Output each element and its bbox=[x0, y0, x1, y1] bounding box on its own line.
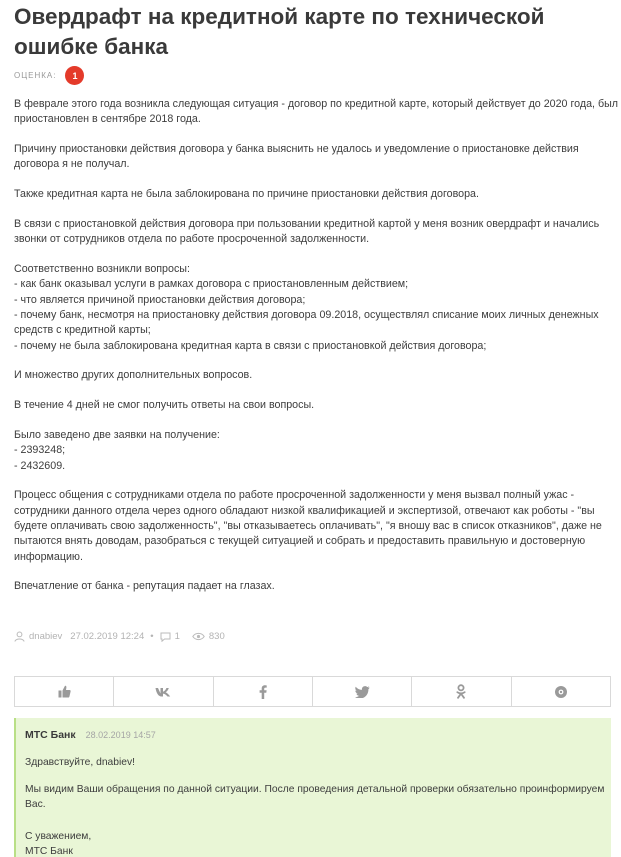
paragraph-line: Также кредитная карта не была заблокирована по причине приостановки действия договора. bbox=[14, 188, 479, 201]
author-link[interactable]: dnabiev bbox=[29, 631, 63, 642]
complaint-title: Овердрафт на кредитной карте по технической ошибке банка bbox=[14, 4, 545, 59]
complaint-paragraph bbox=[14, 97, 618, 128]
rating-label: ОЦЕНКА: bbox=[14, 71, 57, 80]
reply-message: Мы видим Ваши обращения по данной ситуации. После проведения детальной проверки обязательно проинформируем Вас. bbox=[25, 784, 605, 810]
meta-separator: • bbox=[150, 631, 154, 642]
bank-reply bbox=[14, 718, 611, 857]
paragraph-line: средств с кредитной карты; bbox=[14, 324, 151, 337]
complaint-paragraph bbox=[14, 368, 610, 383]
paragraph-line: - как банк оказывал услуги в рамках договора с приостановленным действием; bbox=[14, 278, 409, 291]
complaint-paragraph bbox=[14, 428, 610, 474]
reply-date: 28.02.2019 14:57 bbox=[85, 730, 156, 740]
share-vk-button[interactable] bbox=[114, 677, 213, 706]
view-count: 830 bbox=[208, 631, 225, 642]
paragraph-line: - 2432609. bbox=[14, 459, 66, 472]
complaint-paragraph bbox=[14, 398, 610, 413]
paragraph-line: сотрудники данного отдела через одного обладают низкой квалификацией и экспертизой, отвечают как роботы - "вы bbox=[14, 504, 595, 517]
paragraph-line: Причину приостановки действия договора у банка выяснить не удалось и уведомление о приостановке действия bbox=[14, 143, 579, 156]
paragraph-line: будете оплачивать свою задолженность", "вы отказываетесь оплачивать", "я вношу вас в список отказников", даже не bbox=[14, 519, 602, 532]
complaint-meta bbox=[14, 631, 225, 642]
like-icon bbox=[58, 685, 71, 698]
comment-icon bbox=[160, 632, 171, 642]
complaint-paragraph bbox=[14, 187, 610, 202]
post-date: 27.02.2019 12:24 bbox=[70, 631, 145, 642]
reply-greeting: Здравствуйте, dnabiev! bbox=[25, 757, 136, 768]
complaint-paragraph bbox=[14, 142, 610, 173]
paragraph-line: Впечатление от банка - репутация падает на глазах. bbox=[14, 580, 275, 593]
paragraph-line: информацию. bbox=[14, 550, 83, 563]
complaint-body bbox=[14, 97, 618, 609]
paragraph-line: пытаются внять доводам, разобраться с текущей ситуацией и собрать и предоставить правильную и достоверную bbox=[14, 535, 586, 548]
share-link-button[interactable] bbox=[512, 677, 610, 706]
comment-count: 1 bbox=[174, 631, 180, 642]
twitter-icon bbox=[355, 686, 370, 698]
paragraph-line: В связи с приостановкой действия договора при пользовании кредитной картой у меня возник овердрафт и начались bbox=[14, 217, 600, 230]
share-twitter-button[interactable] bbox=[313, 677, 412, 706]
reply-signature: МТС Банк bbox=[25, 846, 73, 857]
paragraph-line: Процесс общения с сотрудниками отдела по работе просроченной задолженности у меня вызвал полный ужас - bbox=[14, 489, 575, 502]
reply-signoff: С уважением, bbox=[25, 831, 92, 842]
paragraph-line: - почему банк, несмотря на приостановку действия договора 09.2018, осуществлял списание моих личных денежных bbox=[14, 308, 599, 321]
share-facebook-button[interactable] bbox=[214, 677, 313, 706]
share-bar bbox=[14, 676, 611, 707]
paragraph-line: В течение 4 дней не смог получить ответы на свои вопросы. bbox=[14, 399, 315, 412]
paragraph-line: звонки от сотрудников отдела по работе просроченной задолженности. bbox=[14, 233, 370, 246]
complaint-paragraph bbox=[14, 262, 610, 354]
reply-author[interactable]: МТС Банк bbox=[25, 729, 76, 741]
rating bbox=[14, 66, 84, 85]
link-icon bbox=[554, 685, 568, 699]
paragraph-line: В феврале этого года возникла следующая ситуация - договор по кредитной карте, который действует до 2020 года, был bbox=[14, 98, 618, 110]
paragraph-line: Было заведено две заявки на получение: bbox=[14, 428, 220, 441]
eye-icon bbox=[192, 632, 205, 641]
paragraph-line: - 2393248; bbox=[14, 444, 66, 457]
reply-header bbox=[25, 729, 611, 741]
paragraph-line: - что является причиной приостановки действия договора; bbox=[14, 293, 306, 306]
paragraph-line: И множество других дополнительных вопросов. bbox=[14, 369, 253, 382]
facebook-icon bbox=[259, 685, 267, 699]
complaint-paragraph bbox=[14, 488, 610, 564]
paragraph-line: Соответственно возникли вопросы: bbox=[14, 263, 190, 276]
vk-icon bbox=[155, 687, 171, 697]
share-odnoklassniki-button[interactable] bbox=[412, 677, 511, 706]
odnoklassniki-icon bbox=[456, 684, 466, 699]
complaint-paragraph bbox=[14, 217, 610, 248]
like-button[interactable] bbox=[15, 677, 114, 706]
paragraph-line: приостановлен в сентябре 2018 года. bbox=[14, 113, 201, 126]
paragraph-line: - почему не была заблокирована кредитная карта в связи с приостановкой действия договора; bbox=[14, 339, 487, 352]
complaint-paragraph bbox=[14, 579, 610, 594]
rating-badge: 1 bbox=[65, 66, 84, 85]
user-icon bbox=[14, 631, 25, 642]
paragraph-line: договора я не получал. bbox=[14, 158, 130, 171]
